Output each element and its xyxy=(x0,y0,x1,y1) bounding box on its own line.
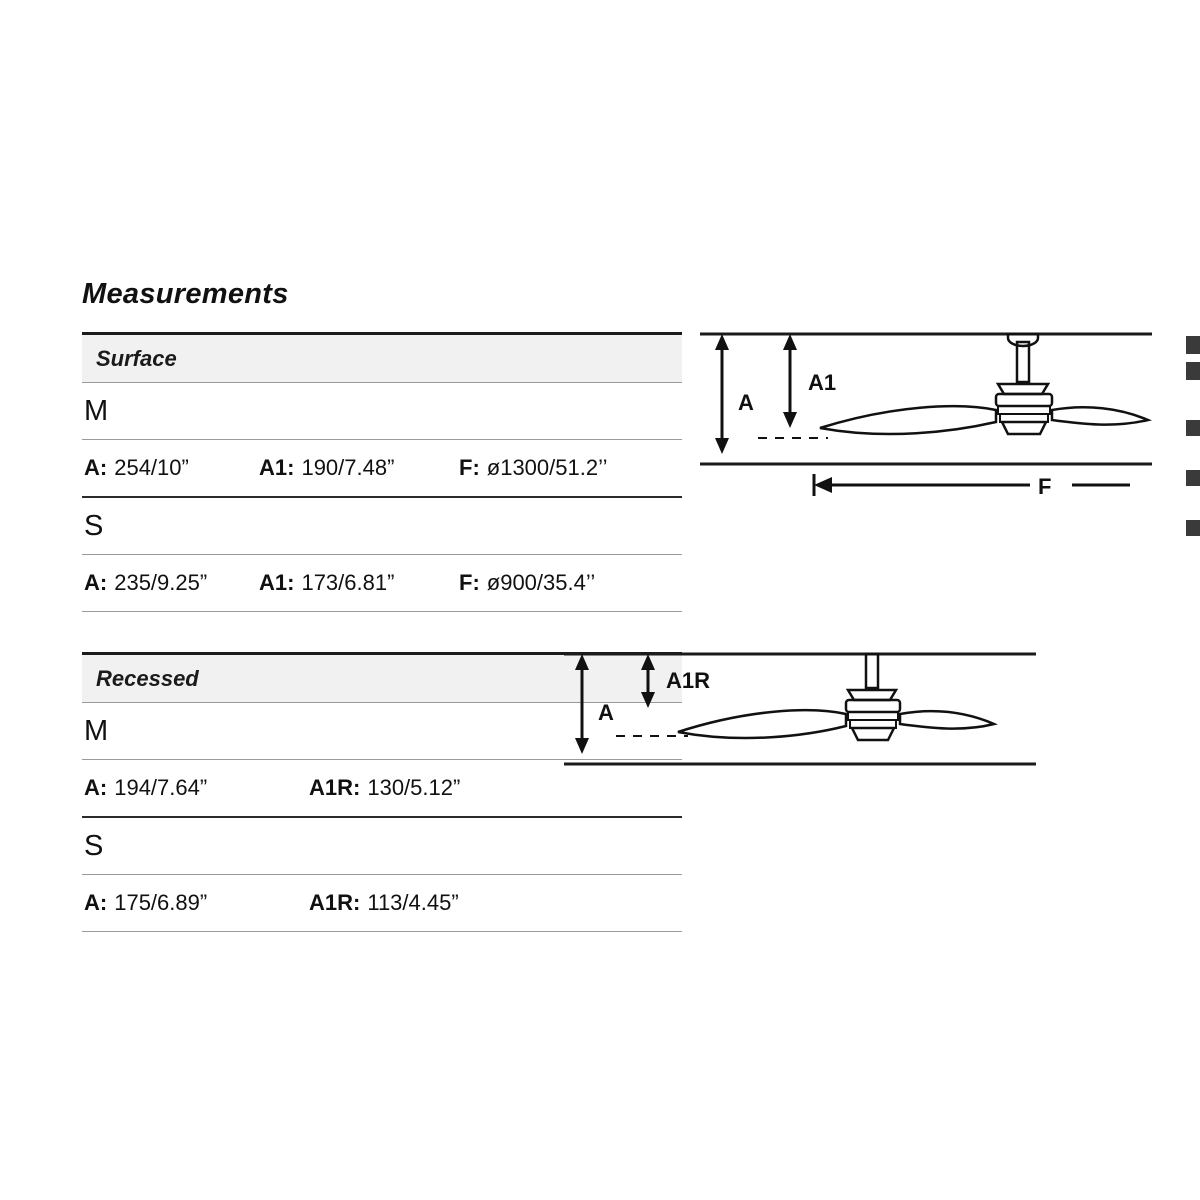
fan-body xyxy=(846,654,900,740)
table-row xyxy=(82,818,682,874)
measurement-a xyxy=(84,775,309,801)
measurement-a1 xyxy=(259,570,459,596)
measurement-key: A: xyxy=(84,455,108,480)
dimension-arrow-a xyxy=(715,334,729,454)
measurement-f xyxy=(459,570,595,596)
page-edge-mark xyxy=(1186,520,1200,536)
measurement-value: ø900/35.4’’ xyxy=(486,570,596,595)
table-row xyxy=(82,440,682,496)
page-edge-mark xyxy=(1186,336,1200,354)
measurement-key: A: xyxy=(84,890,108,915)
divider xyxy=(82,611,682,612)
table-header-label: Surface xyxy=(96,345,177,371)
measurement-value: 173/6.81” xyxy=(301,570,395,595)
model-label: M xyxy=(84,714,109,747)
page-edge-mark xyxy=(1186,420,1200,436)
model-label: S xyxy=(84,509,104,542)
table-row xyxy=(82,498,682,554)
table-header-surface xyxy=(82,335,682,382)
fan-blades xyxy=(678,710,994,738)
measurement-a xyxy=(84,570,259,596)
measurement-a xyxy=(84,890,309,916)
measurement-key: A1: xyxy=(259,455,295,480)
page-edge-mark xyxy=(1186,470,1200,486)
model-label: S xyxy=(84,829,104,862)
measurement-value: ø1300/51.2’’ xyxy=(486,455,608,480)
measurement-f xyxy=(459,455,607,481)
fan-body xyxy=(996,334,1052,434)
measurement-a1r xyxy=(309,890,459,916)
dimension-label-a: A xyxy=(598,700,614,725)
dimension-label-a1r: A1R xyxy=(666,668,711,693)
measurement-key: F: xyxy=(459,455,480,480)
table-row xyxy=(82,555,682,611)
measurement-value: 130/5.12” xyxy=(367,775,461,800)
measurement-key: A1R: xyxy=(309,775,361,800)
surface-measurements-table xyxy=(82,332,682,612)
dimension-label-a1: A1 xyxy=(808,370,837,395)
measurement-key: A: xyxy=(84,570,108,595)
measurement-a1 xyxy=(259,455,459,481)
measurement-value: 235/9.25” xyxy=(114,570,208,595)
measurement-key: A1R: xyxy=(309,890,361,915)
measurement-key: A: xyxy=(84,775,108,800)
dimension-arrow-a1r xyxy=(641,654,655,708)
table-row xyxy=(82,875,682,931)
model-label: M xyxy=(84,394,109,427)
dimension-label-a: A xyxy=(738,390,754,415)
divider xyxy=(82,931,682,932)
fan-blades xyxy=(820,406,1148,434)
dimension-arrow-a xyxy=(575,654,589,754)
dimension-arrow-a1 xyxy=(783,334,797,428)
measurement-key: A1: xyxy=(259,570,295,595)
page-title: Measurements xyxy=(82,278,289,310)
page-edge-mark xyxy=(1186,362,1200,380)
dimension-label-f: F xyxy=(1038,474,1052,499)
table-header-label: Recessed xyxy=(96,665,199,691)
measurement-a xyxy=(84,455,259,481)
dimension-arrow-f xyxy=(814,474,1130,496)
measurement-key: F: xyxy=(459,570,480,595)
table-row xyxy=(82,383,682,439)
measurement-a1r xyxy=(309,775,460,801)
measurement-value: 194/7.64” xyxy=(114,775,208,800)
surface-mount-fan-diagram xyxy=(690,328,1150,518)
measurement-value: 113/4.45” xyxy=(367,890,459,915)
recessed-mount-fan-diagram xyxy=(556,648,1036,798)
measurement-value: 254/10” xyxy=(114,455,189,480)
measurement-value: 175/6.89” xyxy=(114,890,208,915)
measurement-value: 190/7.48” xyxy=(301,455,395,480)
